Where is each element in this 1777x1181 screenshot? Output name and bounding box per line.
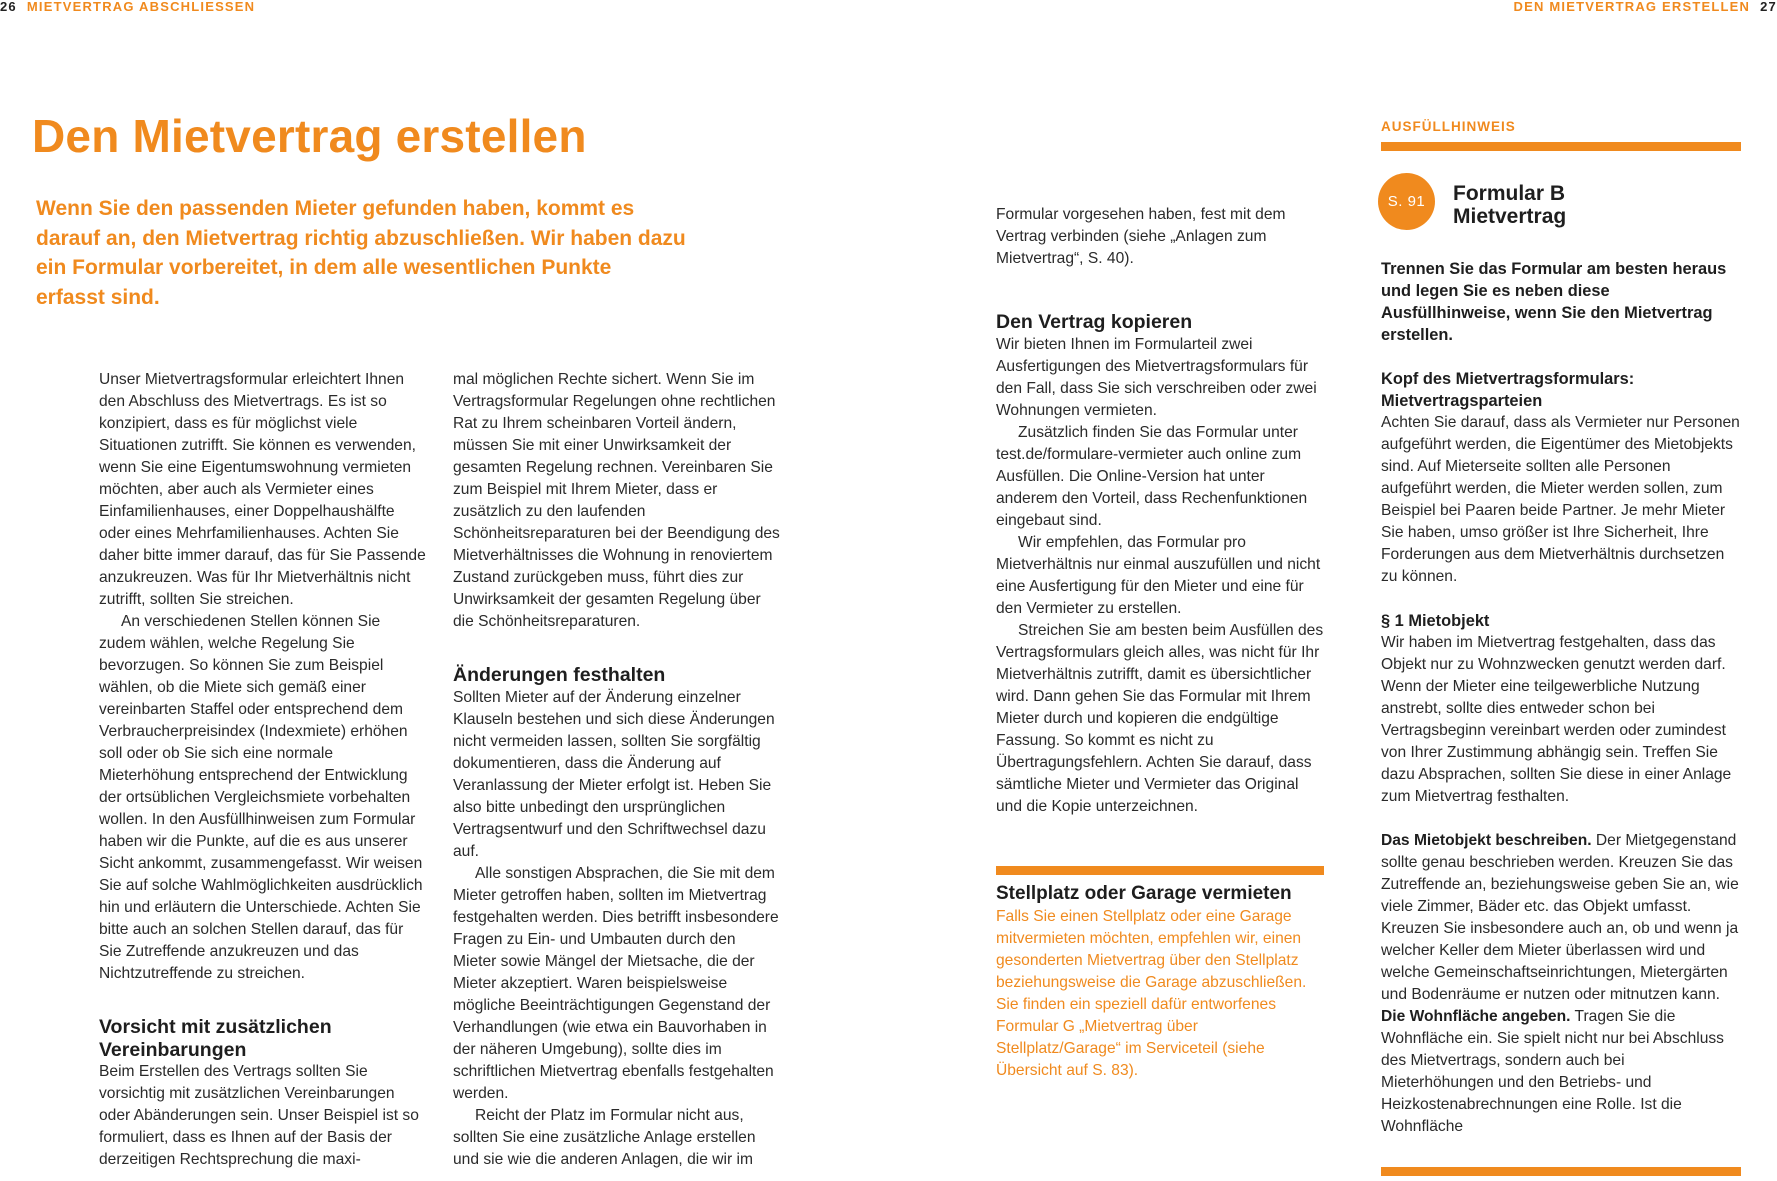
- paragraph-mietobjekt-beschreiben: [1381, 830, 1741, 1006]
- right-running-header: [1277, 0, 1777, 14]
- sidebar-content: [1381, 258, 1741, 1138]
- info-box-title: Stellplatz oder Garage vermieten: [996, 883, 1292, 904]
- right-running-title: DEN MIETVERTRAG ERSTELLEN: [1513, 0, 1751, 14]
- form-title: [1453, 182, 1566, 228]
- section-heading-kopieren: Den Vertrag kopieren: [996, 311, 1193, 333]
- paragraph: Formular vorgesehen haben, fest mit dem Vertrag verbinden (siehe „Anlagen zum Mietvertrag“, S. 40).: [996, 206, 1286, 267]
- form-title-line-1: Formular B: [1453, 182, 1566, 205]
- sidebar-label: AUSFÜLLHINWEIS: [1381, 119, 1516, 134]
- section-heading-aenderungen: Änderungen festhalten: [453, 664, 666, 686]
- text-column-1: [99, 369, 429, 1171]
- section-heading-vorsicht: Vorsicht mit zusätzlichen Vereinbarungen: [99, 1016, 332, 1061]
- paragraph: Alle sonstigen Absprachen, die Sie mit dem Mieter getroffen haben, sollten im Mietvertrag festgehalten werden. Dies betrifft insbesondere Fragen zu Ein- und Umbauten durch den Mieter sowie Mängel der Mietsache, die der Mieter akzeptiert. Waren beispielsweise mögliche Beeinträchtigungen Gegenstand der Verhandlungen (wie etwa ein Bauvorhaben in der näheren Umgebung), sollte dies im schriftlichen Mietvertrag ebenfalls festgehalten werden.: [453, 864, 779, 1102]
- page-title: Den Mietvertrag erstellen: [32, 110, 587, 162]
- paragraph: Streichen Sie am besten beim Ausfüllen des Vertragsformulars gleich alles, was nicht für Ihr Mietverhältnis zutrifft, damit es übersichtlicher wird. Dann gehen Sie das Formular mit Ihrem Mieter durch und kopieren die endgültige Fassung. So kommt es nicht zu Übertragungsfehlern. Achten Sie darauf, dass sämtliche Mieter und Vermieter das Original und die Kopie unterzeichnen.: [996, 621, 1324, 815]
- info-box-stellplatz: [996, 883, 1324, 1082]
- inline-text: Der Mietgegenstand sollte genau beschrieben werden. Kreuzen Sie das Zutreffende an, beziehungsweise geben Sie an, wie viele Zimmer, Bäder etc. das Objekt umfasst. Kreuzen Sie insbesondere auch an, ob und wenn ja welcher Keller dem Mieter überlassen wird und welche Gemeinschaftseinrichtungen, Mietergärten und Bodenräume er nutzen oder mitnutzen kann.: [1381, 832, 1739, 1003]
- info-box-text: Falls Sie einen Stellplatz oder eine Garage mitvermieten möchten, empfehlen wir, einen gesonderten Mietvertrag über den Stellplatz beziehungsweise die Garage abzuschließen. Sie finden ein speziell dafür entworfenes Formular G „Mietvertrag über Stellplatz/Garage“ im Serviceteil (siehe Übersicht auf S. 83).: [996, 907, 1307, 1079]
- left-page-number: 26: [0, 0, 17, 14]
- paragraph: Wir bieten Ihnen im Formularteil zwei Ausfertigungen des Mietvertragsformulars für den Fall, dass Sie sich verschreiben oder zwei Wohnungen vermieten.: [996, 335, 1317, 419]
- paragraph: Wir empfehlen, das Formular pro Mietverhältnis nur einmal auszufüllen und nicht eine Ausfertigung für den Mieter und eine für den Vermieter zu erstellen.: [996, 533, 1321, 617]
- paragraph: An verschiedenen Stellen können Sie zudem wählen, welche Regelung Sie bevorzugen. So können Sie zum Beispiel wählen, ob die Miete sich gemäß einer vereinbarten Staffel oder entsprechend dem Verbraucherpreisindex (Indexmiete) erhöhen soll oder ob Sie sich eine normale Mieterhöhung entsprechend der Entwicklung der ortsüblichen Vergleichsmiete vorbehalten wollen. In den Ausfüllhinweisen zum Formular haben wir die Punkte, auf die es aus unserer Sicht ankommt, zusammengefasst. Wir weisen Sie auf solche Wahlmöglichkeiten ausdrücklich hin und erläutern die Unterschiede. Achten Sie bitte auch an solchen Stellen darauf, das für Sie Zutreffende anzukreuzen und das Nichtzutreffende zu streichen.: [99, 613, 423, 982]
- text-column-3: [996, 204, 1324, 818]
- paragraph-wohnflaeche: [1381, 1006, 1741, 1138]
- paragraph: Achten Sie darauf, dass als Vermieter nur Personen aufgeführt werden, die Eigentümer des Mietobjekts sind. Auf Mieterseite sollten alle Personen aufgeführt werden, die Mieter werden sollen, zum Beispiel bei Paaren beide Partner. Je mehr Mieter Sie haben, umso größer ist Ihre Sicherheit, Ihre Forderungen aus dem Mietverhältnis durchsetzen zu können.: [1381, 414, 1740, 585]
- paragraph: Beim Erstellen des Vertrags sollten Sie vorsichtig mit zusätzlichen Vereinbarungen oder Abänderungen sein. Unser Beispiel ist so formuliert, dass es Ihnen auf der Basis der derzeitigen Rechtsprechung die maxi-: [99, 1063, 419, 1168]
- paragraph: Sollten Mieter auf der Änderung einzelner Klauseln bestehen und sich diese Änderungen nicht vermeiden lassen, sollten Sie sorgfältig dokumentieren, dass die Änderung auf Veranlassung der Mieter erfolgt ist. Heben Sie also bitte unbedingt den ursprünglichen Vertragsentwurf und den Schriftwechsel dazu auf.: [453, 688, 775, 860]
- sidebar-heading-kopf: Kopf des Mietvertragsformulars: Mietvertragsparteien: [1381, 370, 1635, 410]
- inline-text: Tragen Sie die Wohnfläche ein. Sie spielt nicht nur bei Abschluss des Mietvertrags, sondern auch bei Mieterhöhungen und den Betriebs- und Heizkostenabrechnungen eine Rolle. Ist die Wohnfläche: [1381, 1008, 1724, 1135]
- paragraph: mal möglichen Rechte sichert. Wenn Sie im Vertragsformular Regelungen ohne rechtlichen Rat zu Ihrem scheinbaren Vorteil ändern, müssen Sie mit einer Unwirksamkeit der gesamten Regelung rechnen. Vereinbaren Sie zum Beispiel mit Ihrem Mieter, dass er zusätzlich zu den laufenden Schönheitsreparaturen bei der Beendigung des Mietverhältnisses die Wohnung in renoviertem Zustand zurückgeben muss, führt dies zur Unwirksamkeit der gesamten Regelung über die Schönheitsreparaturen.: [453, 371, 780, 630]
- left-running-title: MIETVERTRAG ABSCHLIESSEN: [26, 0, 256, 14]
- paragraph: Reicht der Platz im Formular nicht aus, sollten Sie eine zusätzliche Anlage erstellen und sie wie die anderen Anlagen, die wir im: [453, 1106, 756, 1168]
- sidebar-lead: Trennen Sie das Formular am besten heraus und legen Sie es neben diese Ausfüllhinweise, wenn Sie den Mietvertrag erstellen.: [1381, 260, 1727, 344]
- page-reference-badge: [1378, 173, 1435, 230]
- inline-lead: Das Mietobjekt beschreiben.: [1381, 832, 1592, 849]
- paragraph: Wir haben im Mietvertrag festgehalten, dass das Objekt nur zu Wohnzwecken genutzt werden darf. Wenn der Mieter eine teilgewerbliche Nutzung anstrebt, sollte dies entweder schon bei Vertragsbeginn vereinbart werden oder zumindest von Ihrer Zustimmung abhängig sein. Treffen Sie dazu Absprachen, sollten Sie diese in einer Anlage zum Mietvertrag festhalten.: [1381, 634, 1732, 805]
- text-column-2: [453, 369, 783, 1171]
- box-top-rule: [996, 866, 1324, 875]
- page-reference-text: S. 91: [1387, 193, 1426, 210]
- sidebar-top-rule: [1381, 142, 1741, 151]
- inline-lead: Die Wohnfläche angeben.: [1381, 1008, 1571, 1025]
- paragraph: Zusätzlich finden Sie das Formular unter test.de/formulare-vermieter auch online zum Ausfüllen. Die Online-Version hat unter anderem den Vorteil, dass Rechenfunktionen eingebaut sind.: [996, 423, 1308, 529]
- intro-text: Wenn Sie den passenden Mieter gefunden haben, kommt es darauf an, den Mietvertrag richtig abzuschließen. Wir haben dazu ein Formular vorbereitet, in dem alle wesentlichen Punkte erfasst sind.: [36, 197, 686, 309]
- sidebar-bottom-rule: [1381, 1167, 1741, 1176]
- right-page-number: 27: [1760, 0, 1777, 14]
- sidebar-heading-mietobjekt: § 1 Mietobjekt: [1381, 612, 1490, 630]
- left-running-header: [0, 0, 400, 14]
- form-title-line-2: Mietvertrag: [1453, 205, 1567, 228]
- paragraph: Unser Mietvertragsformular erleichtert Ihnen den Abschluss des Mietvertrags. Es ist so konzipiert, dass es für möglichst viele Situationen zutrifft. Sie können es verwenden, wenn Sie eine Eigentumswohnung vermieten möchten, aber auch als Vermieter eines Einfamilienhauses, einer Doppelhaushälfte oder eines Mehrfamilienhauses. Achten Sie daher bitte immer darauf, das für Sie Passende anzukreuzen. Was für Ihr Mietverhältnis nicht zutrifft, sollten Sie streichen.: [99, 371, 426, 608]
